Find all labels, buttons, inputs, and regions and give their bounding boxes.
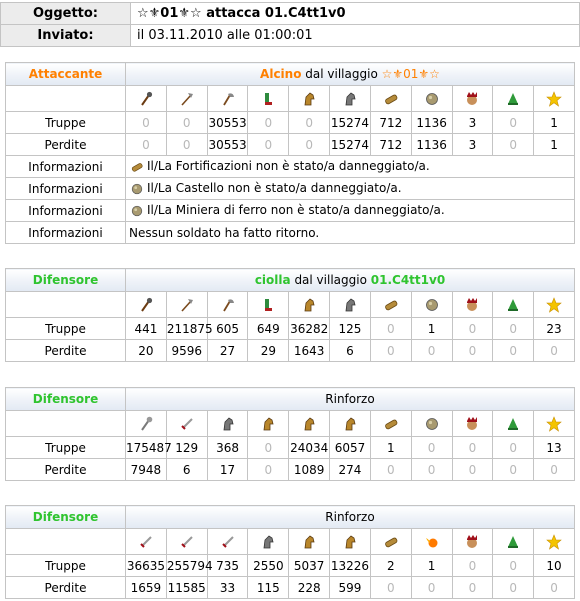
hero-star-icon <box>546 297 562 313</box>
troops-count: 0 <box>248 112 289 134</box>
defender-role: Difensore <box>6 388 126 411</box>
defender-role: Difensore <box>6 506 126 529</box>
catapult-icon <box>424 416 440 432</box>
unit-icon-cell <box>248 292 289 318</box>
hero-star-icon <box>546 91 562 107</box>
losses-count: 0 <box>370 577 411 599</box>
losses-count: 0 <box>411 577 452 599</box>
info-label: Informazioni <box>6 222 126 244</box>
unit-icon-cell <box>207 529 248 555</box>
sword-icon <box>220 534 236 550</box>
troops-count: 30553 <box>207 112 248 134</box>
losses-count: 15274 <box>330 134 371 156</box>
losses-count: 0 <box>452 577 493 599</box>
troops-count: 0 <box>452 318 493 340</box>
troops-count: 13226 <box>330 555 371 577</box>
unit-icon-cell <box>330 529 371 555</box>
armored-horse-icon <box>342 297 358 313</box>
unit-icon-cell <box>166 411 207 437</box>
info-label: Informazioni <box>6 156 126 178</box>
unit-icon-cell <box>126 411 167 437</box>
losses-count: 1136 <box>411 134 452 156</box>
troops-count: 15274 <box>330 112 371 134</box>
horse-head-icon <box>301 416 317 432</box>
defender-from-text: dal villaggio <box>294 273 367 287</box>
defender-role: Difensore <box>6 269 126 292</box>
report-header <box>0 2 580 47</box>
unit-icon-cell <box>493 529 534 555</box>
unit-icon-cell <box>370 529 411 555</box>
fireball-icon <box>424 534 440 550</box>
losses-count: 20 <box>126 340 167 362</box>
losses-count: 6 <box>330 340 371 362</box>
unit-icon-cell <box>289 529 330 555</box>
troops-count: 13 <box>534 437 575 459</box>
reinforcement-title: Rinforzo <box>126 506 575 529</box>
horse-head-icon <box>342 416 358 432</box>
losses-label: Perdite <box>6 340 126 362</box>
unit-icon-cell <box>207 411 248 437</box>
losses-count: 0 <box>370 340 411 362</box>
defender-table-2 <box>5 387 575 481</box>
troops-count: 0 <box>493 555 534 577</box>
unit-icon-cell <box>126 86 167 112</box>
axe-icon <box>220 91 236 107</box>
troops-count: 129 <box>166 437 207 459</box>
unit-icon-cell <box>248 411 289 437</box>
troops-count: 6057 <box>330 437 371 459</box>
troops-count: 712 <box>370 112 411 134</box>
troops-count: 36635 <box>126 555 167 577</box>
ram-mini-icon <box>129 160 145 174</box>
losses-count: 17 <box>207 459 248 481</box>
troops-count: 24034 <box>289 437 330 459</box>
unit-icon-cell <box>452 292 493 318</box>
troops-count: 5037 <box>289 555 330 577</box>
defender-table-1 <box>5 268 575 362</box>
sword-icon <box>179 416 195 432</box>
armored-horse-icon <box>220 416 236 432</box>
troops-count: 36282 <box>289 318 330 340</box>
horse-head-icon <box>301 534 317 550</box>
horse-head-icon <box>301 297 317 313</box>
losses-count: 599 <box>330 577 371 599</box>
troops-count: 1136 <box>411 112 452 134</box>
troops-count: 0 <box>411 437 452 459</box>
unit-icon-cell <box>493 292 534 318</box>
unit-icon-cell <box>411 529 452 555</box>
losses-count: 0 <box>370 459 411 481</box>
catapult-icon <box>424 297 440 313</box>
troops-count: 0 <box>370 318 411 340</box>
troops-count: 0 <box>126 112 167 134</box>
troops-label: Truppe <box>6 318 126 340</box>
troops-count: 1 <box>411 318 452 340</box>
losses-count: 0 <box>452 459 493 481</box>
info-row-3: Il/La Miniera di ferro non è stato/a danneggiato/a. <box>126 200 575 222</box>
unit-icon-cell <box>166 529 207 555</box>
losses-count: 228 <box>289 577 330 599</box>
troops-count: 2550 <box>248 555 289 577</box>
losses-count: 115 <box>248 577 289 599</box>
info-row-4: Nessun soldato ha fatto ritorno. <box>126 222 575 244</box>
troops-count: 368 <box>207 437 248 459</box>
losses-count: 0 <box>289 134 330 156</box>
troops-count: 649 <box>248 318 289 340</box>
troops-count: 0 <box>248 437 289 459</box>
troops-count: 1 <box>534 112 575 134</box>
troops-count: 255794 <box>166 555 207 577</box>
troops-count: 0 <box>452 555 493 577</box>
losses-count: 11585 <box>166 577 207 599</box>
unit-icon-cell <box>493 86 534 112</box>
losses-count: 0 <box>493 340 534 362</box>
attacker-from-text: dal villaggio <box>305 67 378 81</box>
troops-label: Truppe <box>6 437 126 459</box>
blank-cell <box>6 529 126 555</box>
troops-count: 175487 <box>126 437 167 459</box>
mace-icon <box>138 297 154 313</box>
catapult-mini-icon <box>129 182 145 196</box>
settler-icon <box>505 416 521 432</box>
unit-icon-cell <box>330 86 371 112</box>
chief-icon <box>464 534 480 550</box>
armored-horse-icon <box>342 91 358 107</box>
losses-count: 274 <box>330 459 371 481</box>
chief-icon <box>464 416 480 432</box>
sent-label: Inviato: <box>1 25 131 47</box>
losses-count: 30553 <box>207 134 248 156</box>
settler-icon <box>505 91 521 107</box>
horse-head-icon <box>260 416 276 432</box>
losses-count: 0 <box>534 340 575 362</box>
defender-heading <box>126 269 575 292</box>
club-icon <box>138 416 154 432</box>
losses-count: 27 <box>207 340 248 362</box>
defender-table-3 <box>5 505 575 599</box>
catapult-mini-icon <box>129 204 145 218</box>
unit-icon-cell <box>370 411 411 437</box>
unit-icon-cell <box>534 411 575 437</box>
blank-cell <box>6 86 126 112</box>
hero-star-icon <box>546 534 562 550</box>
blank-cell <box>6 411 126 437</box>
losses-count: 1659 <box>126 577 167 599</box>
troops-count: 1 <box>411 555 452 577</box>
hero-star-icon <box>546 416 562 432</box>
losses-count: 0 <box>248 459 289 481</box>
unit-icon-cell <box>248 529 289 555</box>
losses-count: 0 <box>452 340 493 362</box>
troops-count: 0 <box>289 112 330 134</box>
attacker-table <box>5 62 575 244</box>
unit-icon-cell <box>493 411 534 437</box>
defender-village-link[interactable]: 01.C4tt1v0 <box>370 273 446 287</box>
losses-label: Perdite <box>6 134 126 156</box>
settler-icon <box>505 297 521 313</box>
troops-count: 125 <box>330 318 371 340</box>
attacker-role: Attaccante <box>6 63 126 86</box>
horse-head-icon <box>301 91 317 107</box>
losses-count: 1643 <box>289 340 330 362</box>
losses-count: 0 <box>493 134 534 156</box>
losses-count: 33 <box>207 577 248 599</box>
unit-icon-cell <box>126 529 167 555</box>
troops-count: 735 <box>207 555 248 577</box>
unit-icon-cell <box>207 86 248 112</box>
unit-icon-cell <box>452 86 493 112</box>
sent-value: il 03.11.2010 alle 01:00:01 <box>131 25 580 47</box>
unit-icon-cell <box>126 292 167 318</box>
unit-icon-cell <box>289 292 330 318</box>
losses-count: 0 <box>534 577 575 599</box>
losses-label: Perdite <box>6 577 126 599</box>
info-label: Informazioni <box>6 200 126 222</box>
troops-count: 3 <box>452 112 493 134</box>
losses-label: Perdite <box>6 459 126 481</box>
boot-scout-icon <box>260 297 276 313</box>
catapult-icon <box>424 91 440 107</box>
unit-icon-cell <box>534 86 575 112</box>
unit-icon-cell <box>330 292 371 318</box>
losses-count: 0 <box>493 459 534 481</box>
defender-player-link[interactable]: ciolla <box>254 273 291 287</box>
troops-count: 1 <box>370 437 411 459</box>
losses-count: 1089 <box>289 459 330 481</box>
unit-icon-cell <box>411 86 452 112</box>
troops-count: 441 <box>126 318 167 340</box>
unit-icon-cell <box>330 411 371 437</box>
troops-label: Truppe <box>6 555 126 577</box>
pike-icon <box>179 91 195 107</box>
troops-count: 0 <box>493 112 534 134</box>
troops-count: 0 <box>493 318 534 340</box>
unit-icon-cell <box>452 529 493 555</box>
battering-ram-icon <box>383 416 399 432</box>
losses-count: 712 <box>370 134 411 156</box>
troops-count: 0 <box>493 437 534 459</box>
attacker-village-link[interactable]: ☆⚜01⚜☆ <box>381 67 440 81</box>
losses-count: 3 <box>452 134 493 156</box>
battering-ram-icon <box>383 91 399 107</box>
losses-count: 0 <box>248 134 289 156</box>
unit-icon-cell <box>534 529 575 555</box>
unit-icon-cell <box>166 292 207 318</box>
losses-count: 29 <box>248 340 289 362</box>
info-row-1: Il/La Fortificazioni non è stato/a danneggiato/a. <box>126 156 575 178</box>
losses-count: 0 <box>493 577 534 599</box>
axe-icon <box>220 297 236 313</box>
reinforcement-title: Rinforzo <box>126 388 575 411</box>
unit-icon-cell <box>207 292 248 318</box>
battering-ram-icon <box>383 534 399 550</box>
losses-count: 9596 <box>166 340 207 362</box>
subject-value: ☆⚜01⚜☆ attacca 01.C4tt1v0 <box>131 3 580 25</box>
troops-count: 23 <box>534 318 575 340</box>
horse-head-icon <box>342 534 358 550</box>
troops-label: Truppe <box>6 112 126 134</box>
losses-count: 0 <box>534 459 575 481</box>
unit-icon-cell <box>534 292 575 318</box>
pike-icon <box>179 297 195 313</box>
sword-icon <box>138 534 154 550</box>
losses-count: 6 <box>166 459 207 481</box>
unit-icon-cell <box>248 86 289 112</box>
losses-count: 0 <box>126 134 167 156</box>
battering-ram-icon <box>383 297 399 313</box>
losses-count: 0 <box>166 134 207 156</box>
settler-icon <box>505 534 521 550</box>
boot-scout-icon <box>260 91 276 107</box>
chief-icon <box>464 297 480 313</box>
armored-horse-icon <box>260 534 276 550</box>
unit-icon-cell <box>452 411 493 437</box>
unit-icon-cell <box>289 411 330 437</box>
blank-cell <box>6 292 126 318</box>
unit-icon-cell <box>411 292 452 318</box>
troops-count: 0 <box>452 437 493 459</box>
attacker-player-link[interactable]: Alcino <box>260 67 302 81</box>
info-row-2: Il/La Castello non è stato/a danneggiato/a. <box>126 178 575 200</box>
unit-icon-cell <box>370 292 411 318</box>
sword-icon <box>179 534 195 550</box>
troops-count: 0 <box>166 112 207 134</box>
troops-count: 211875 <box>166 318 207 340</box>
attacker-heading <box>126 63 575 86</box>
troops-count: 10 <box>534 555 575 577</box>
mace-icon <box>138 91 154 107</box>
unit-icon-cell <box>370 86 411 112</box>
troops-count: 2 <box>370 555 411 577</box>
info-label: Informazioni <box>6 178 126 200</box>
unit-icon-cell <box>411 411 452 437</box>
losses-count: 1 <box>534 134 575 156</box>
losses-count: 0 <box>411 459 452 481</box>
losses-count: 7948 <box>126 459 167 481</box>
unit-icon-cell <box>166 86 207 112</box>
troops-count: 605 <box>207 318 248 340</box>
subject-label: Oggetto: <box>1 3 131 25</box>
chief-icon <box>464 91 480 107</box>
losses-count: 0 <box>411 340 452 362</box>
unit-icon-cell <box>289 86 330 112</box>
